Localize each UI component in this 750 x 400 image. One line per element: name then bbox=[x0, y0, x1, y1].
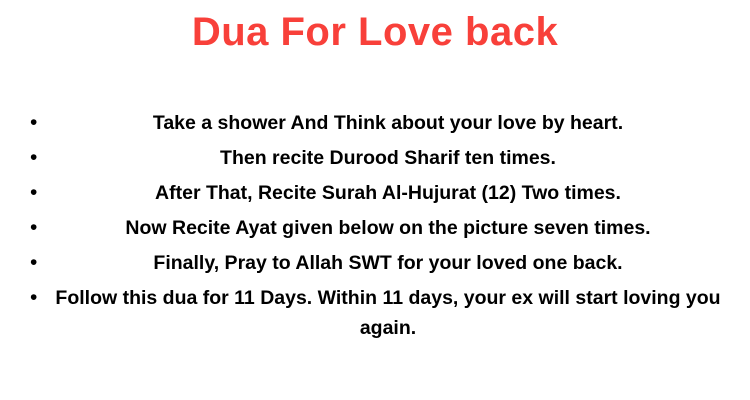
bullet-icon: • bbox=[30, 216, 38, 239]
list-item bbox=[0, 283, 750, 343]
list-item bbox=[0, 213, 750, 243]
list-item bbox=[0, 178, 750, 208]
bullet-icon: • bbox=[30, 146, 38, 169]
list-item bbox=[0, 143, 750, 173]
list-item bbox=[0, 108, 750, 138]
list-item-text: Then recite Durood Sharif ten times. bbox=[220, 147, 556, 169]
list-item-text: After That, Recite Surah Al-Hujurat (12) Two times. bbox=[155, 182, 621, 204]
bullet-icon: • bbox=[30, 181, 38, 204]
bullet-icon: • bbox=[30, 286, 38, 309]
page-title: Dua For Love back bbox=[191, 10, 559, 54]
list-item-text: Now Recite Ayat given below on the picture seven times. bbox=[125, 217, 651, 239]
bullet-icon: • bbox=[30, 251, 38, 274]
instruction-list bbox=[0, 108, 750, 343]
list-item bbox=[0, 248, 750, 278]
list-item-text: Take a shower And Think about your love by heart. bbox=[152, 112, 624, 134]
list-item-text: Finally, Pray to Allah SWT for your loved one back. bbox=[153, 252, 623, 274]
bullet-icon: • bbox=[30, 111, 38, 134]
list-item-text: Follow this dua for 11 Days. Within 11 days, your ex will start loving you again. bbox=[55, 287, 721, 339]
